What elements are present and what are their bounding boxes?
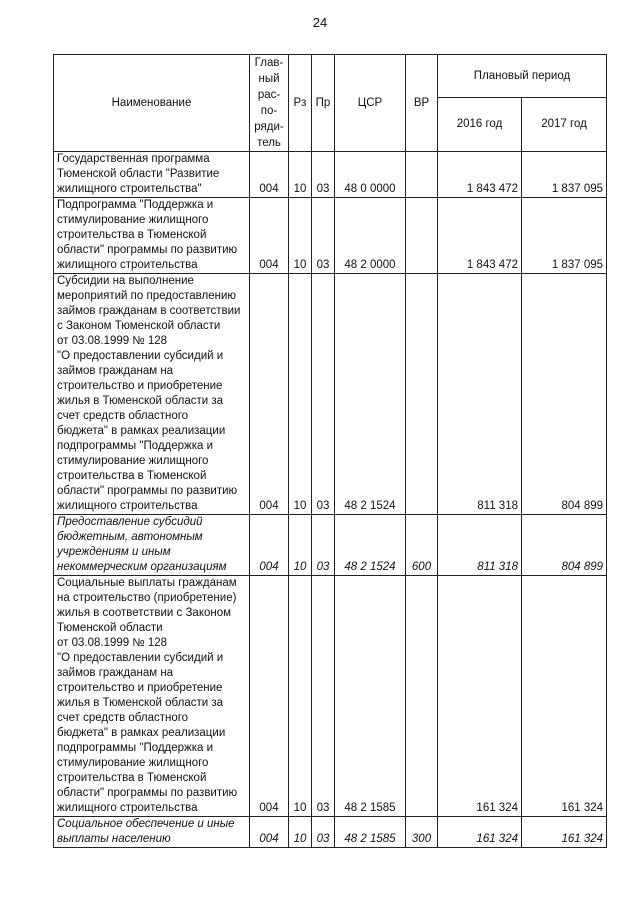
row-name: Социальные выплаты гражданам на строительство (приобретение) жилья в соответствии с Законом Тюменской области от 03.08.1999 № 128 "О предоставлении субсидий и займов гражданам на строительство и приобретение жилья в Тюменской области за счет средств областного бюджета" в рамках реализации подпрограммы "Поддержка и стимулирование жилищного строительства в Тюменской области" программы по развитию жилищного строительства [54, 576, 250, 817]
row-pr: 03 [312, 817, 335, 848]
header-planned-period: Плановый период [438, 55, 607, 98]
row-rz: 10 [289, 576, 312, 817]
row-value-2016: 811 318 [438, 274, 522, 515]
row-value-2017: 161 324 [522, 817, 607, 848]
header-csr: ЦСР [335, 55, 406, 152]
row-value-2016: 1 843 472 [438, 198, 522, 274]
row-value-2017: 804 899 [522, 515, 607, 576]
row-main-manager: 004 [250, 274, 289, 515]
table-row [54, 817, 607, 848]
row-csr: 48 2 0000 [335, 198, 406, 274]
row-vr [406, 152, 438, 198]
row-csr: 48 2 1524 [335, 274, 406, 515]
table-row [54, 198, 607, 274]
row-value-2016: 161 324 [438, 817, 522, 848]
header-pr: Пр [312, 55, 335, 152]
header-rz: Рз [289, 55, 312, 152]
row-value-2016: 811 318 [438, 515, 522, 576]
row-vr: 300 [406, 817, 438, 848]
row-csr: 48 2 1585 [335, 817, 406, 848]
header-year-2016: 2016 год [438, 98, 522, 152]
row-value-2016: 161 324 [438, 576, 522, 817]
row-csr: 48 2 1524 [335, 515, 406, 576]
row-name: Социальное обеспечение и иные выплаты населению [54, 817, 250, 848]
row-name: Предоставление субсидий бюджетным, автономным учреждениям и иным некоммерческим организациям [54, 515, 250, 576]
row-name: Подпрограмма "Поддержка и стимулирование жилищного строительства в Тюменской области" программы по развитию жилищного строительства [54, 198, 250, 274]
table-row [54, 274, 607, 515]
page-number: 24 [312, 15, 328, 30]
header-year-2017: 2017 год [522, 98, 607, 152]
header-name: Наименование [54, 55, 250, 152]
row-pr: 03 [312, 198, 335, 274]
row-vr [406, 576, 438, 817]
row-rz: 10 [289, 152, 312, 198]
row-vr [406, 274, 438, 515]
row-name: Государственная программа Тюменской области "Развитие жилищного строительства" [54, 152, 250, 198]
row-main-manager: 004 [250, 817, 289, 848]
table-row [54, 576, 607, 817]
row-pr: 03 [312, 515, 335, 576]
row-csr: 48 0 0000 [335, 152, 406, 198]
row-pr: 03 [312, 576, 335, 817]
header-vr: ВР [406, 55, 438, 152]
row-value-2016: 1 843 472 [438, 152, 522, 198]
row-main-manager: 004 [250, 576, 289, 817]
row-value-2017: 161 324 [522, 576, 607, 817]
row-main-manager: 004 [250, 198, 289, 274]
row-rz: 10 [289, 515, 312, 576]
row-value-2017: 1 837 095 [522, 152, 607, 198]
row-name: Субсидии на выполнение мероприятий по предоставлению займов гражданам в соответствии с Законом Тюменской области от 03.08.1999 № 128 "О предоставлении субсидий и займов гражданам на строительство и приобретение жилья в Тюменской области за счет средств областного бюджета" в рамках реализации подпрограммы "Поддержка и стимулирование жилищного строительства в Тюменской области" программы по развитию жилищного строительства [54, 274, 250, 515]
row-value-2017: 804 899 [522, 274, 607, 515]
row-rz: 10 [289, 274, 312, 515]
row-main-manager: 004 [250, 152, 289, 198]
row-pr: 03 [312, 274, 335, 515]
table-row [54, 152, 607, 198]
header-main-manager: Глав- ный рас- по- ряди- тель [250, 55, 289, 152]
row-value-2017: 1 837 095 [522, 198, 607, 274]
row-pr: 03 [312, 152, 335, 198]
row-csr: 48 2 1585 [335, 576, 406, 817]
row-rz: 10 [289, 817, 312, 848]
row-vr: 600 [406, 515, 438, 576]
row-rz: 10 [289, 198, 312, 274]
row-vr [406, 198, 438, 274]
budget-table [53, 54, 607, 848]
table-row [54, 515, 607, 576]
row-main-manager: 004 [250, 515, 289, 576]
